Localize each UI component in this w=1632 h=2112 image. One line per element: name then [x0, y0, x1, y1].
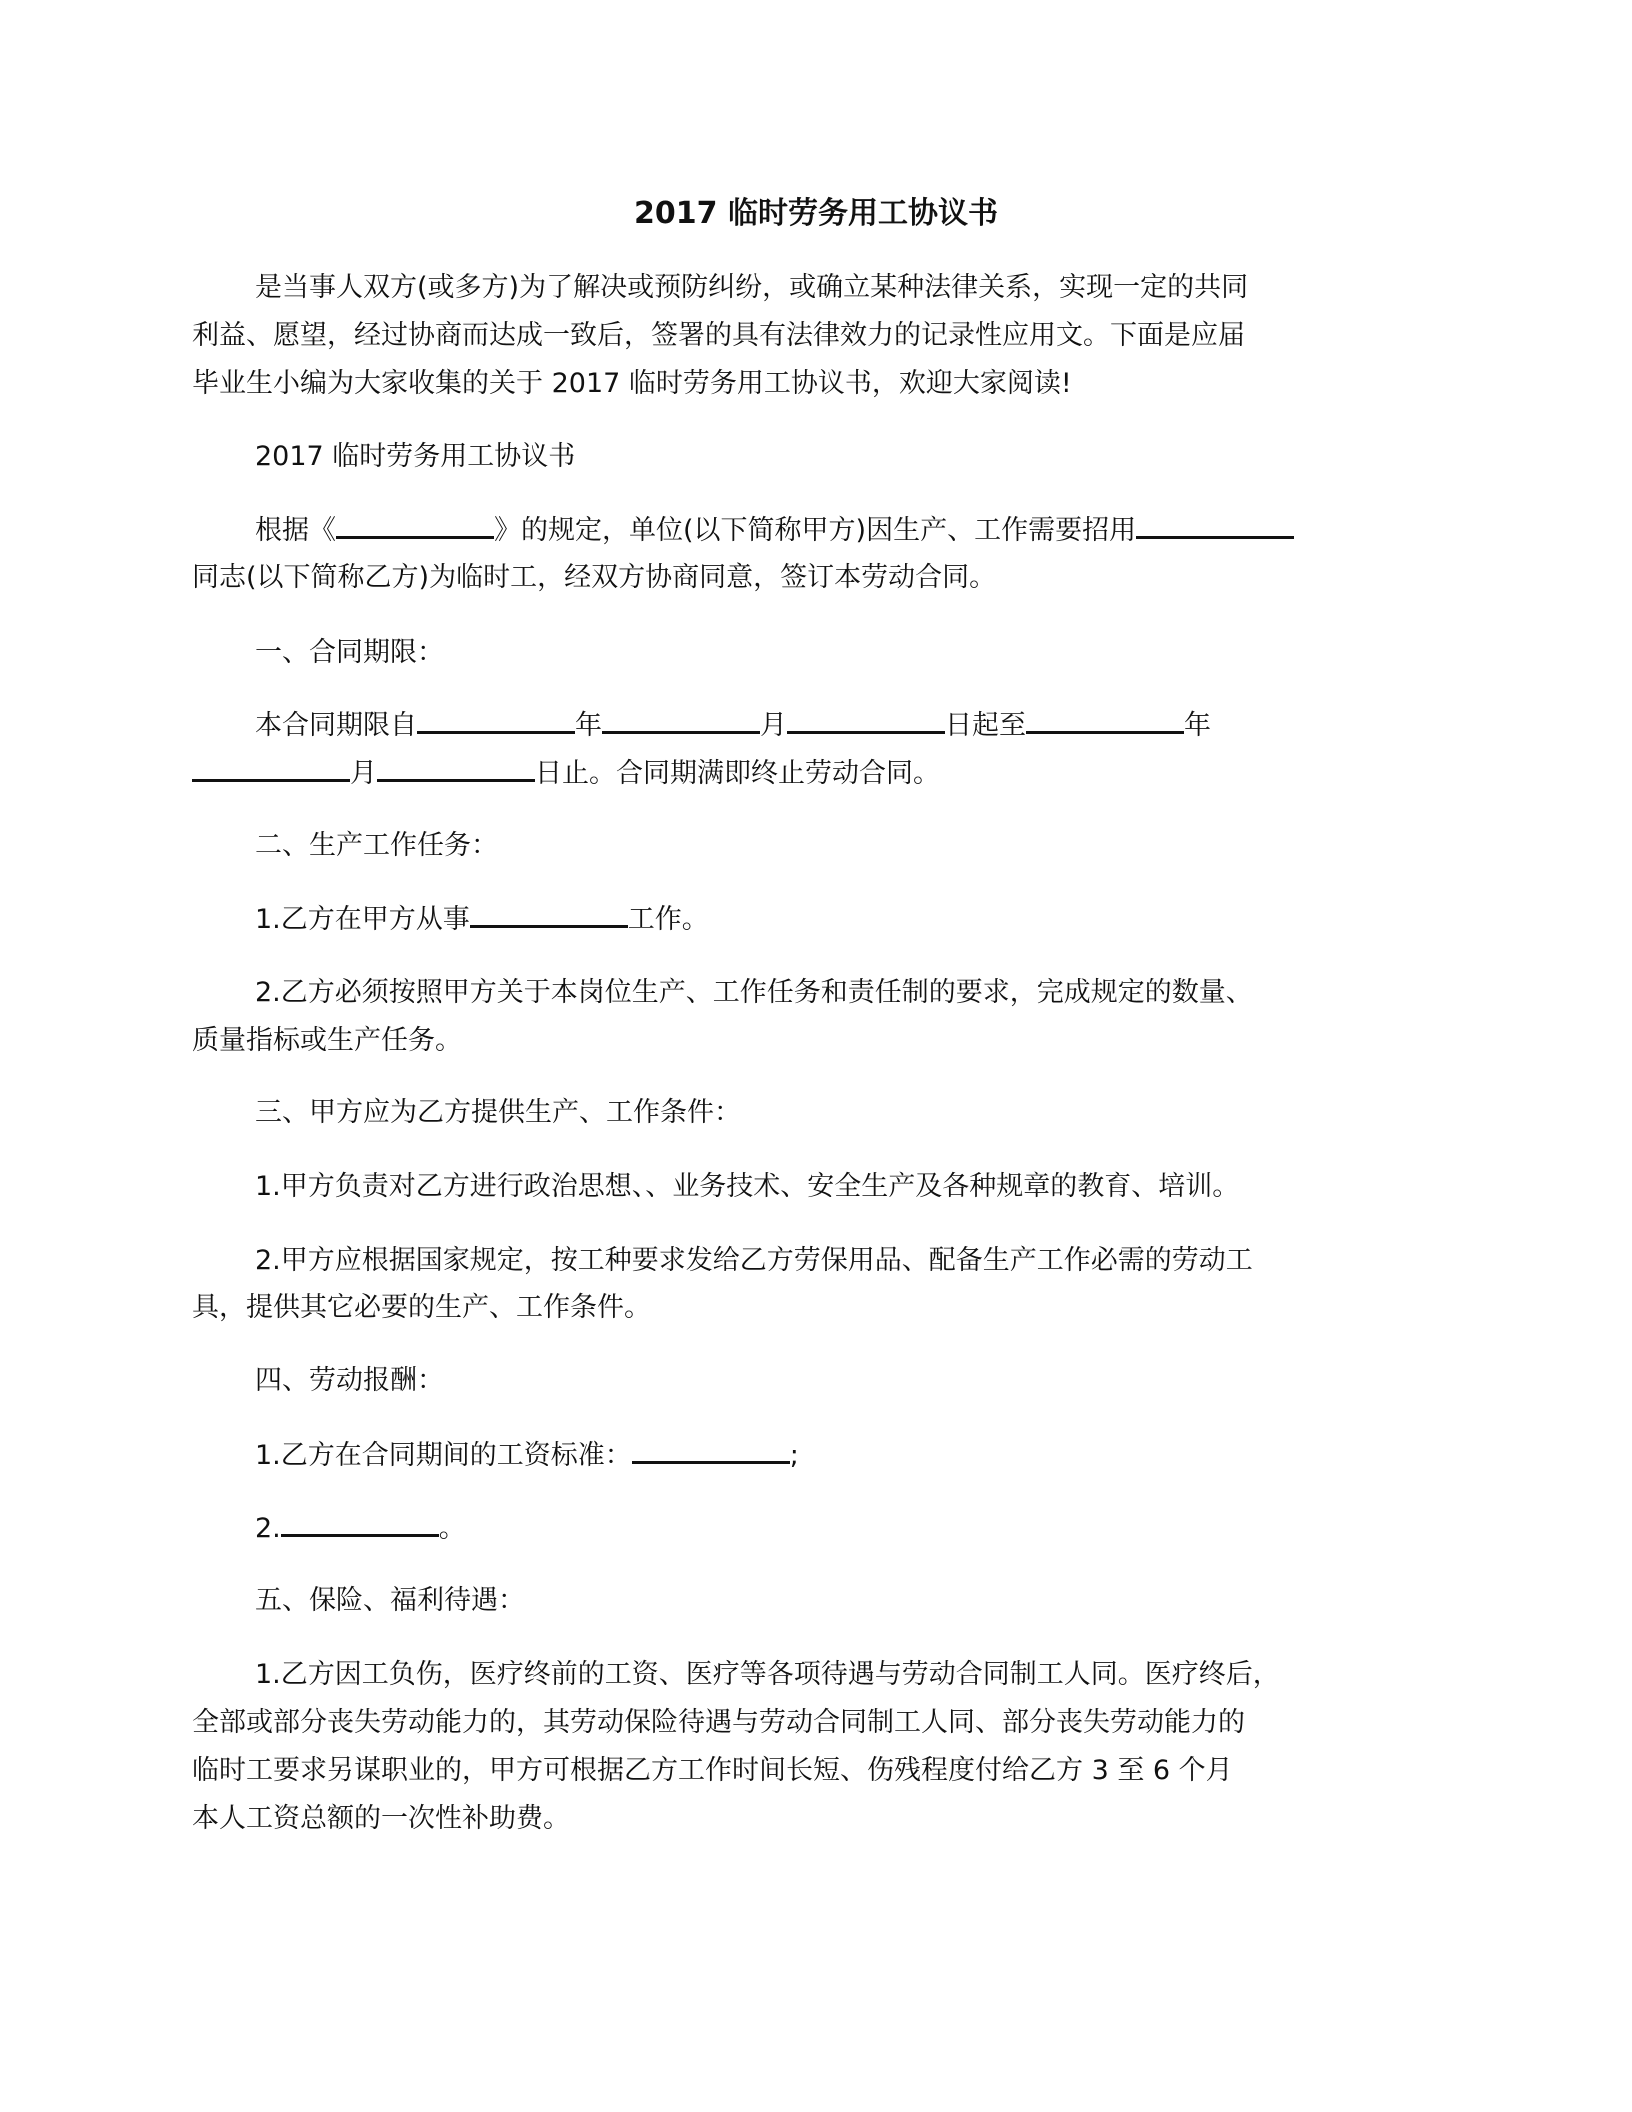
insurance-line-3: 临时工要求另谋职业的，甲方可根据乙方工作时间长短、伤残程度付给乙方 3 至 6 个月 — [192, 1755, 1233, 1786]
task-item-1-a: 1.乙方在甲方从事 — [255, 904, 470, 935]
worker-name-blank[interactable] — [1136, 510, 1294, 539]
task-item-2-line-1: 2.乙方必须按照甲方关于本岗位生产、工作任务和责任制的要求，完成规定的数量、 — [255, 977, 1253, 1008]
basis-line-2: 同志(以下简称乙方)为临时工，经双方协商同意，签订本劳动合同。 — [192, 562, 997, 593]
pay-item-1-b: ; — [789, 1440, 799, 1471]
start-month-blank[interactable] — [602, 705, 760, 734]
section-4-heading: 四、劳动报酬： — [255, 1365, 444, 1396]
pay-item-2 — [255, 1508, 466, 1549]
insurance-line-1: 1.乙方因工负伤，医疗终前的工资、医疗等各项待遇与劳动合同制工人同。医疗终后， — [255, 1659, 1280, 1690]
document-title: 2017 临时劳务用工协议书 — [634, 196, 998, 231]
term-text-a: 本合同期限自 — [255, 710, 417, 741]
end-year-blank[interactable] — [1026, 705, 1184, 734]
term-line-1 — [255, 705, 1211, 746]
section-5-heading: 五、保险、福利待遇： — [255, 1585, 525, 1616]
basis-line-1 — [255, 510, 1294, 551]
section-1-heading: 一、合同期限： — [255, 637, 444, 668]
wage-blank[interactable] — [632, 1435, 790, 1464]
end-month-blank[interactable] — [192, 753, 350, 782]
section-3-heading: 三、甲方应为乙方提供生产、工作条件： — [255, 1097, 741, 1128]
start-year-blank[interactable] — [417, 705, 575, 734]
month-label: 月 — [760, 710, 787, 741]
start-day-blank[interactable] — [787, 705, 945, 734]
month2-label: 月 — [350, 758, 377, 789]
basis-text-a: 根据《 — [255, 515, 336, 546]
section-2-heading: 二、生产工作任务： — [255, 830, 498, 861]
task-item-1 — [255, 899, 709, 940]
day-from-label: 日起至 — [945, 710, 1026, 741]
condition-item-2-line-1: 2.甲方应根据国家规定，按工种要求发给乙方劳保用品、配备生产工作必需的劳动工 — [255, 1245, 1253, 1276]
year2-label: 年 — [1184, 710, 1211, 741]
intro-line-3: 毕业生小编为大家收集的关于 2017 临时劳务用工协议书，欢迎大家阅读! — [192, 368, 1072, 399]
job-blank[interactable] — [470, 899, 628, 928]
pay-item-1-a: 1.乙方在合同期间的工资标准： — [255, 1440, 632, 1471]
law-name-blank[interactable] — [336, 510, 494, 539]
task-item-1-b: 工作。 — [627, 904, 709, 935]
term-line-2 — [192, 753, 940, 794]
pay-item-2-blank[interactable] — [281, 1508, 439, 1537]
end-day-blank[interactable] — [377, 753, 535, 782]
pay-item-2-a: 2. — [255, 1513, 281, 1544]
task-item-2-line-2: 质量指标或生产任务。 — [192, 1025, 462, 1056]
subtitle: 2017 临时劳务用工协议书 — [255, 441, 576, 472]
year-label: 年 — [575, 710, 602, 741]
term-end-text: 日止。合同期满即终止劳动合同。 — [535, 758, 940, 789]
pay-item-1 — [255, 1435, 799, 1476]
insurance-line-4: 本人工资总额的一次性补助费。 — [192, 1803, 570, 1834]
condition-item-2-line-2: 具，提供其它必要的生产、工作条件。 — [192, 1292, 651, 1323]
basis-text-b: 》的规定，单位(以下简称甲方)因生产、工作需要招用 — [494, 515, 1137, 546]
insurance-line-2: 全部或部分丧失劳动能力的，其劳动保险待遇与劳动合同制工人同、部分丧失劳动能力的 — [192, 1707, 1245, 1738]
pay-item-2-b: 。 — [438, 1513, 466, 1544]
intro-line-2: 利益、愿望，经过协商而达成一致后，签署的具有法律效力的记录性应用文。下面是应届 — [192, 320, 1245, 351]
intro-line-1: 是当事人双方(或多方)为了解决或预防纠纷，或确立某种法律关系，实现一定的共同 — [255, 272, 1249, 303]
condition-item-1: 1.甲方负责对乙方进行政治思想、、业务技术、安全生产及各种规章的教育、培训。 — [255, 1171, 1240, 1202]
